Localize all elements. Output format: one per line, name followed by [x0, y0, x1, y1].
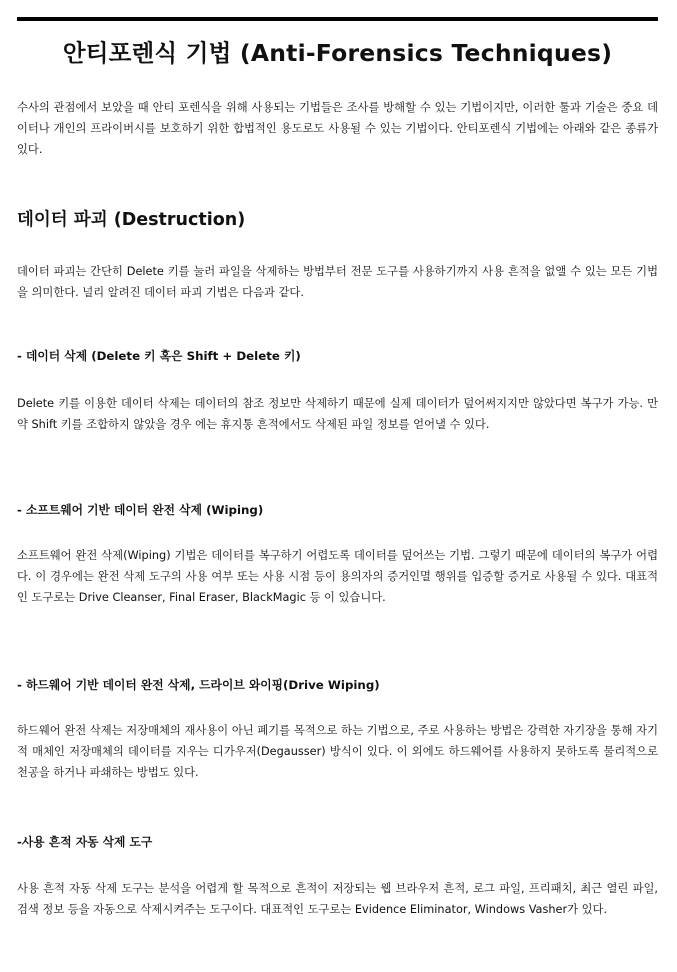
subsection-heading-delete: - 데이터 삭제 (Delete 키 혹은 Shift + Delete 키) — [17, 349, 301, 363]
subsection-body-delete: Delete 키를 이용한 데이터 삭제는 데이터의 참조 정보만 삭제하기 때문에 실제 데이터가 덮어써지지만 않았다면 복구가 가능. 만약 Shift 키를 조합하지 않았을 경우 에는 휴지통 흔적에서도 삭제된 파일 정보를 얻어낼 수 있다. — [17, 397, 658, 431]
subsection-heading-wiping: - 소프트웨어 기반 데이터 완전 삭제 (Wiping) — [17, 503, 264, 517]
intro-paragraph: 수사의 관점에서 보았을 때 안티 포렌식을 위해 사용되는 기법들은 조사를 방해할 수 있는 기법이지만, 이러한 툴과 기술은 중요 데이터나 개인의 프라이버시를 보호하기 위한 합법적인 용도로도 사용될 수 있는 기법이다. 안티포렌식 기법에는 아래와 같은 종류가 있다. — [17, 101, 658, 156]
subsection-body-auto-delete: 사용 흔적 자동 삭제 도구는 분석을 어렵게 할 목적으로 흔적이 저장되는 웹 브라우저 흔적, 로그 파일, 프리패치, 최근 열린 파일, 검색 정보 등을 자동으로 삭제시켜주는 도구이다. 대표적인 도구로는 Evidence Eliminator, Windows Vasher가 있다. — [17, 882, 658, 916]
subsection-body-drive-wiping: 하드웨어 완전 삭제는 저장매체의 재사용이 아닌 폐기를 목적으로 하는 기법으로, 주로 사용하는 방법은 강력한 자기장을 통해 자기적 매체인 저장매체의 데이터를 지우는 디가우저(Degausser) 방식이 있다. 이 외에도 하드웨어를 사용하지 못하도록 물리적으로 천공을 하거나 파쇄하는 방법도 있다. — [17, 724, 658, 779]
subsection-heading-auto-delete: -사용 흔적 자동 삭제 도구 — [17, 835, 153, 849]
top-rule — [17, 17, 658, 21]
page-title: 안티포렌식 기법 (Anti-Forensics Techniques) — [62, 39, 613, 67]
section-intro-paragraph: 데이터 파괴는 간단히 Delete 키를 눌러 파일을 삭제하는 방법부터 전문 도구를 사용하기까지 사용 흔적을 없앨 수 있는 모든 기법을 의미한다. 널리 알려진 데이터 파괴 기법은 다음과 같다. — [17, 265, 658, 299]
subsection-body-wiping: 소프트웨어 완전 삭제(Wiping) 기법은 데이터를 복구하기 어렵도록 데이터를 덮어쓰는 기법. 그렇기 때문에 데이터의 복구가 어렵다. 이 경우에는 완전 삭제 도구의 사용 여부 또는 사용 시점 등이 용의자의 증거인멸 행위를 입증할 증거로 사용될 수 있다. 대표적인 도구로는 Drive Cleanser, Final Eraser, BlackMagic 등 이 있습니다. — [17, 549, 658, 604]
subsection-heading-drive-wiping: - 하드웨어 기반 데이터 완전 삭제, 드라이브 와이핑(Drive Wiping) — [17, 678, 380, 692]
section-heading-destruction: 데이터 파괴 (Destruction) — [17, 210, 246, 230]
